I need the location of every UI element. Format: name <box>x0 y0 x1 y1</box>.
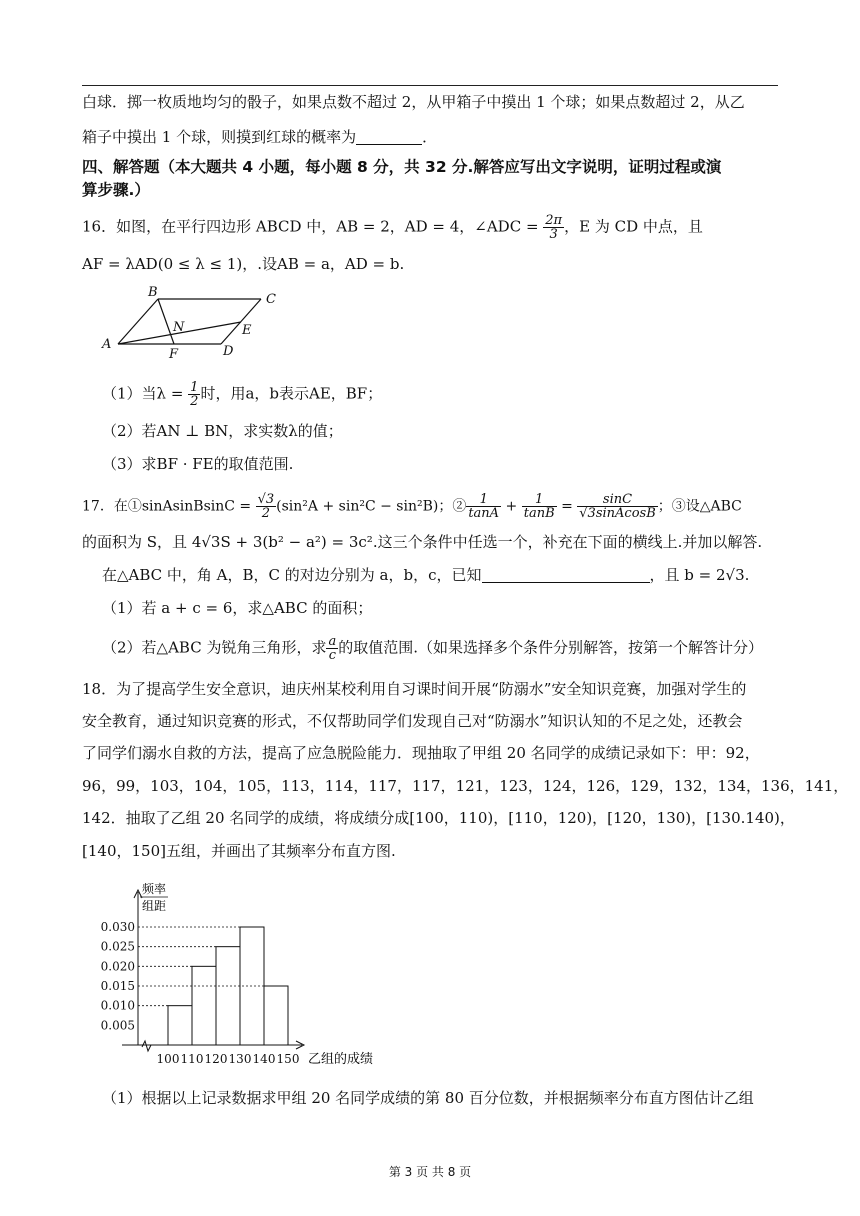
q17-fraction-2 <box>466 493 501 520</box>
q16-fraction-half <box>188 381 200 408</box>
q17-fraction-4 <box>577 493 657 520</box>
continuation-text: 箱子中摸出 1 个球，则摸到红球的概率为 <box>82 128 357 146</box>
y-tick-label: 0.005 <box>100 1018 135 1033</box>
label-n: N <box>173 320 185 335</box>
q17-fraction-3 <box>522 493 557 520</box>
fraction-numerator: 2π <box>545 213 563 228</box>
fraction-denominator: tanB <box>523 506 555 521</box>
q16-stem-line-1 <box>82 214 703 241</box>
q17-fraction-1 <box>256 493 277 520</box>
q18-line-5: 142．抽取了乙组 20 名同学的成绩，将成绩分成[100，110)，[110，120)，[120，130)，[130.140)， <box>82 809 795 827</box>
q17-fraction-ac <box>326 635 338 662</box>
q16-fraction-angle <box>543 214 564 241</box>
y-label-bottom: 组距 <box>142 899 167 913</box>
edge-cd <box>221 299 261 344</box>
fraction-denominator: √3sinAcosB <box>579 506 656 521</box>
q17-part-2 <box>102 635 763 662</box>
answer-blank <box>356 130 422 145</box>
fraction-denominator: 2 <box>190 394 199 409</box>
x-tick-label: 150 <box>276 1052 300 1066</box>
q17-stem-line-1 <box>82 493 742 520</box>
q16-part-2: （2）若AN ⊥ BN，求实数λ的值； <box>102 422 343 440</box>
frequency-histogram <box>92 880 412 1070</box>
continuation-line-2 <box>82 127 437 147</box>
fraction-numerator: √3 <box>257 492 275 507</box>
q16-part-3: （3）求BF · FE的取值范围. <box>102 455 294 473</box>
x-tick-label: 100 <box>156 1052 180 1066</box>
q17-text-b: (sin²A + sin²C − sin²B)；② <box>276 498 467 515</box>
page-footer: 第 3 页 共 8 页 <box>388 1165 472 1179</box>
q17-p2-text-a: （2）若△ABC 为锐角三角形，求 <box>102 638 327 657</box>
edge-ab <box>118 299 158 344</box>
x-tick-label: 110 <box>180 1052 204 1066</box>
x-tick-label: 120 <box>204 1052 228 1066</box>
fraction-denominator: 2 <box>261 506 271 521</box>
axis-break-icon <box>142 1041 151 1051</box>
fraction-denominator: 3 <box>549 227 558 242</box>
segment-bf <box>158 299 174 344</box>
histogram-bar <box>168 1006 192 1045</box>
fraction-numerator: sinC <box>577 493 657 507</box>
fraction-numerator: 1 <box>466 493 501 507</box>
answer-blank <box>482 568 650 583</box>
fraction-numerator: a <box>328 634 337 649</box>
label-c: C <box>266 292 276 307</box>
label-a: A <box>102 337 112 352</box>
q16-p1-text-b: 时，用a，b表示AE，BF； <box>200 384 383 403</box>
q18-line-6: [140，150]五组，并画出了其频率分布直方图. <box>82 842 396 860</box>
fraction-denominator: c <box>328 648 336 663</box>
q17-text-e: ；③设△ABC <box>657 498 742 515</box>
y-label-top: 频率 <box>142 882 167 896</box>
continuation-line-1: 白球．掷一枚质地均匀的骰子，如果点数不超过 2，从甲箱子中摸出 1 个球；如果点数超过 2，从乙 <box>82 93 745 111</box>
y-tick-label: 0.025 <box>100 939 135 954</box>
q17-l3-text-a: 在△ABC 中，角 A，B，C 的对边分别为 a，b，c，已知 <box>102 566 482 584</box>
fraction-numerator: 1 <box>522 493 557 507</box>
x-axis-label: 乙组的成绩 <box>308 1052 374 1067</box>
q18-line-3: 了同学们溺水自救的方法，提高了应急脱险能力．现抽取了甲组 20 名同学的成绩记录如下：甲：92， <box>82 744 760 762</box>
y-tick-label: 0.030 <box>100 920 135 934</box>
label-e: E <box>242 323 252 338</box>
y-tick-label: 0.010 <box>100 998 135 1013</box>
q17-stem-line-3 <box>102 565 749 585</box>
fraction-denominator: tanA <box>468 506 500 521</box>
label-d: D <box>223 344 234 359</box>
section-heading-line-2: 算步骤.） <box>82 181 150 199</box>
q18-line-1: 18．为了提高学生安全意识，迪庆州某校利用自习课时间开展“防溺水”安全知识竞赛，加强对学生的 <box>82 680 747 698</box>
header-rule <box>82 85 778 86</box>
fraction-numerator: 1 <box>190 380 199 395</box>
q17-text-a: 17．在①sinAsinBsinC = <box>82 498 256 515</box>
label-b: B <box>148 285 158 300</box>
x-tick-label: 130 <box>228 1052 252 1066</box>
histogram-bar <box>264 986 288 1045</box>
q17-l3-text-b: ，且 b = 2√3. <box>649 566 750 584</box>
q16-text-a: 16．如图，在平行四边形 ABCD 中，AB = 2，AD = 4，∠ADC = <box>82 217 544 236</box>
x-tick-label: 140 <box>252 1052 276 1066</box>
q17-stem-line-2: 的面积为 S，且 4√3S + 3(b² − a²) = 3c².这三个条件中任选一个，补充在下面的横线上.并加以解答. <box>82 533 763 551</box>
histogram-bar <box>192 966 216 1045</box>
parallelogram-figure <box>96 282 296 362</box>
q16-p1-text-a: （1）当λ = <box>102 384 189 403</box>
q17-text-c: + <box>501 498 522 515</box>
section-heading-line-1: 四、解答题（本大题共 4 小题，每小题 8 分，共 32 分.解答应写出文字说明，证明过程或演 <box>82 158 722 176</box>
q16-part-1 <box>102 381 382 408</box>
histogram-bar <box>216 947 240 1045</box>
q16-stem-line-2: AF = λAD(0 ≤ λ ≤ 1)，.设AB = a，AD = b. <box>82 255 405 273</box>
q17-part-1: （1）若 a + c = 6，求△ABC 的面积； <box>102 599 373 617</box>
q16-text-b: ，E 为 CD 中点，且 <box>564 217 703 236</box>
q18-part-1: （1）根据以上记录数据求甲组 20 名同学成绩的第 80 百分位数，并根据频率分布直方图估计乙组 <box>102 1089 754 1107</box>
y-tick-label: 0.015 <box>100 979 135 993</box>
q18-line-4: 96，99，103，104，105，113，114，117，117，121，123，124，126，129，132，134，136，141， <box>82 777 849 795</box>
q17-p2-text-b: 的取值范围.（如果选择多个条件分别解答，按第一个解答计分） <box>338 638 764 657</box>
q18-line-2: 安全教育，通过知识竞赛的形式，不仅帮助同学们发现自己对“防溺水”知识认知的不足之处，还教会 <box>82 712 743 730</box>
q17-text-d: = <box>556 498 578 515</box>
continuation-end: ． <box>422 128 438 146</box>
y-tick-label: 0.020 <box>100 959 135 974</box>
label-f: F <box>169 347 179 362</box>
